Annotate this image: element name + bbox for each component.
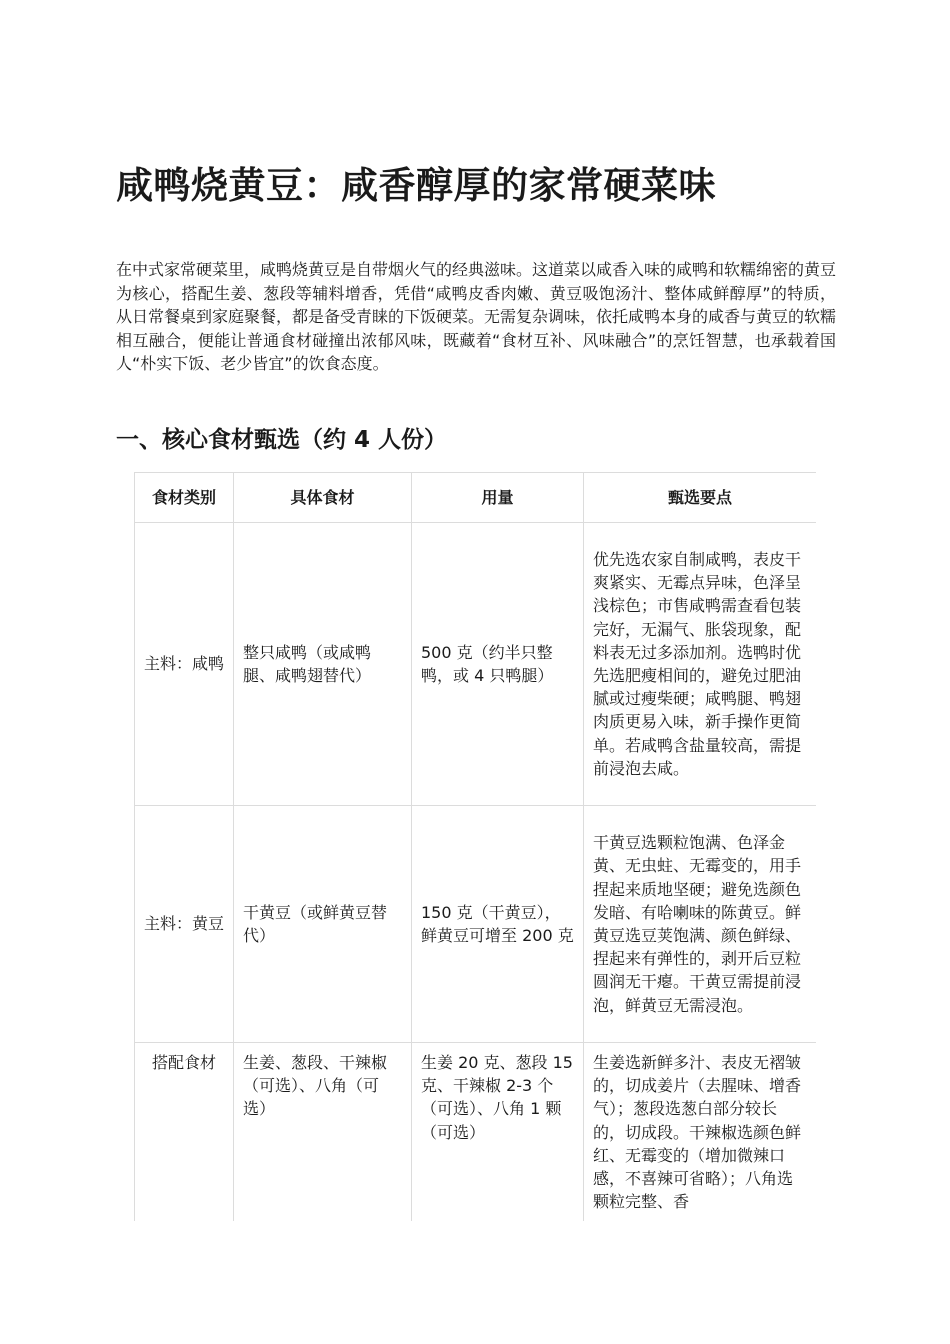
cell-category: 主料：咸鸭	[135, 523, 234, 806]
column-header-ingredient: 具体食材	[234, 473, 412, 523]
cell-category: 主料：黄豆	[135, 806, 234, 1043]
cell-tips: 干黄豆选颗粒饱满、色泽金黄、无虫蛀、无霉变的，用手捏起来质地坚硬；避免选颜色发暗、有哈喇味的陈黄豆。鲜黄豆选豆荚饱满、颜色鲜绿、捏起来有弹性的，剥开后豆粒圆润无干瘪。干黄豆需提前浸泡，鲜黄豆无需浸泡。	[584, 806, 817, 1043]
column-header-amount: 用量	[412, 473, 584, 523]
ingredients-table	[134, 472, 816, 1221]
cell-ingredient: 干黄豆（或鲜黄豆替代）	[234, 806, 412, 1043]
cell-category: 搭配食材	[135, 1043, 234, 1222]
table-row	[135, 1043, 817, 1222]
intro-paragraph: 在中式家常硬菜里，咸鸭烧黄豆是自带烟火气的经典滋味。这道菜以咸香入味的咸鸭和软糯绵密的黄豆为核心，搭配生姜、葱段等辅料增香，凭借“咸鸭皮香肉嫩、黄豆吸饱汤汁、整体咸鲜醇厚”的特质，从日常餐桌到家庭聚餐，都是备受青睐的下饭硬菜。无需复杂调味，依托咸鸭本身的咸香与黄豆的软糯相互融合，便能让普通食材碰撞出浓郁风味，既藏着“食材互补、风味融合”的烹饪智慧，也承载着国人“朴实下饭、老少皆宜”的饮食态度。	[116, 260, 837, 374]
column-header-tips: 甄选要点	[584, 473, 817, 523]
section-heading-ingredients: 一、核心食材甄选（约 4 人份）	[116, 427, 448, 453]
table-header-row	[135, 473, 817, 523]
cell-amount: 生姜 20 克、葱段 15 克、干辣椒 2-3 个（可选）、八角 1 颗（可选）	[412, 1043, 584, 1222]
cell-tips: 优先选农家自制咸鸭，表皮干爽紧实、无霉点异味，色泽呈浅棕色；市售咸鸭需查看包装完好，无漏气、胀袋现象，配料表无过多添加剂。选鸭时优先选肥瘦相间的，避免过肥油腻或过瘦柴硬；咸鸭腿、鸭翅肉质更易入味，新手操作更简单。若咸鸭含盐量较高，需提前浸泡去咸。	[584, 523, 817, 806]
ingredients-table-wrapper	[134, 472, 816, 1221]
document-title: 咸鸭烧黄豆：咸香醇厚的家常硬菜味	[116, 164, 716, 207]
cell-tips: 生姜选新鲜多汁、表皮无褶皱的，切成姜片（去腥味、增香气）；葱段选葱白部分较长的，切成段。干辣椒选颜色鲜红、无霉变的（增加微辣口感，不喜辣可省略）；八角选颗粒完整、香	[584, 1043, 817, 1222]
table-row	[135, 806, 817, 1043]
cell-ingredient: 生姜、葱段、干辣椒（可选）、八角（可选）	[234, 1043, 412, 1222]
cell-amount: 500 克（约半只整鸭，或 4 只鸭腿）	[412, 523, 584, 806]
cell-ingredient: 整只咸鸭（或咸鸭腿、咸鸭翅替代）	[234, 523, 412, 806]
column-header-category: 食材类别	[135, 473, 234, 523]
table-row	[135, 523, 817, 806]
cell-amount: 150 克（干黄豆），鲜黄豆可增至 200 克	[412, 806, 584, 1043]
